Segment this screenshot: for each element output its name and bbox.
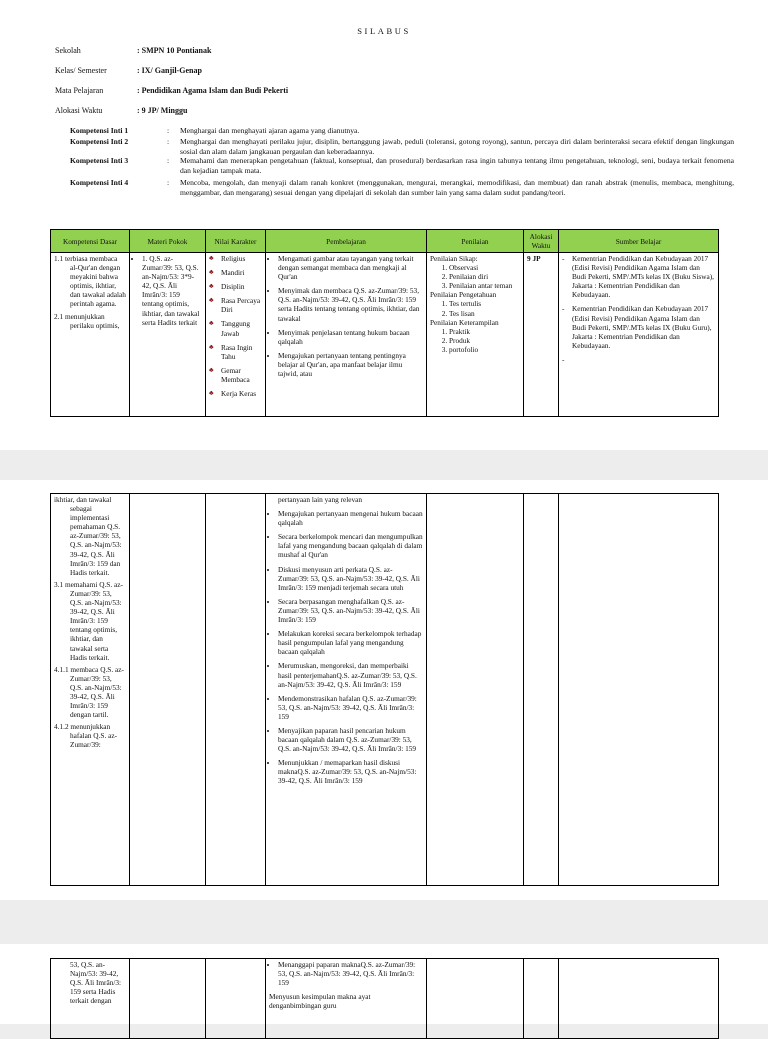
nilai-item: ♣ Tanggung Jawab	[209, 319, 262, 337]
cell-sumber-belajar	[559, 494, 719, 886]
pembelajaran-list	[269, 254, 423, 378]
header-nilai-karakter: Nilai Karakter	[206, 230, 266, 253]
ki-label: Kompetensi Inti 3	[70, 156, 129, 165]
document-title: SILABUS	[357, 26, 411, 36]
syllabus-table-page-2	[50, 493, 719, 886]
ki-colon: :	[167, 178, 170, 187]
cell-kompetensi-dasar	[51, 494, 130, 886]
cell-alokasi-waktu	[524, 494, 559, 886]
nilai-item: ♣ Rasa Percaya Diri	[209, 296, 262, 314]
nilai-item: ♣ Rasa Ingin Tahu	[209, 343, 262, 361]
cell-penilaian	[427, 959, 524, 1039]
table-row	[51, 959, 719, 1039]
pembelajaran-continued: pertanyaan lain yang relevan	[278, 495, 363, 504]
cell-kompetensi-dasar	[51, 959, 130, 1039]
ki-colon: :	[167, 126, 170, 135]
cell-sumber-belajar	[559, 959, 719, 1039]
ki-text: Menghargai dan menghayati ajaran agama yang dianutnya.	[180, 126, 360, 135]
meta-value: : Pendidikan Agama Islam dan Budi Pekerti	[137, 86, 289, 95]
ki-text: Mencoba, mengolah, dan menyaji dalam ranah konkret (menggunakan, mengurai, merangkai, memodifikasi, dan membuat) dan ranah abstrak (menulis, membaca, menghitung, menggambar, dan mengarang) sesuai dengan yang dipelajari di sekolah dan sumber lain yang sama dalam sudut pandang/teori.	[180, 178, 734, 198]
ki-colon: :	[167, 137, 170, 146]
ki-row-3	[70, 156, 734, 176]
cell-alokasi-waktu: 9 JP	[524, 253, 559, 417]
nilai-item: ♣ Gemar Membaca	[209, 366, 262, 384]
penilaian-item: 1. Observasi	[449, 263, 520, 272]
table-header-row	[51, 230, 719, 253]
document-page-1	[0, 0, 768, 450]
pembelajaran-item: • Merumuskan, mengoreksi, dan memperbaiki hasil penterjemahanQ.S. az-Zumar/39: 53, Q.S. an-Najm/53: 39-42, Q.S. Āli Imrān/3: 159	[278, 661, 423, 688]
cell-penilaian	[427, 253, 524, 417]
ki-label: Kompetensi Inti 2	[70, 137, 129, 146]
header-alokasi-waktu: Alokasi Waktu	[524, 230, 559, 253]
cell-pembelajaran	[266, 253, 427, 417]
cell-nilai-karakter	[206, 959, 266, 1039]
pembelajaran-item: • Secara berpasangan menghafalkan Q.S. az-Zumar/39: 53, Q.S. an-Najm/53: 39-42, Q.S. Āli Imrān/3: 159	[278, 597, 423, 624]
cell-materi-pokok	[130, 494, 206, 886]
penilaian-item: 2. Penilaian diri	[449, 272, 520, 281]
syllabus-table-page-3	[50, 958, 719, 1039]
header-pembelajaran: Pembelajaran	[266, 230, 427, 253]
pembelajaran-item: • Menanggapi paparan maknaQ.S. az-Zumar/39: 53, Q.S. an-Najm/53: 39-42, Q.S. Āli Imrān/3: 159	[278, 960, 423, 987]
pembelajaran-item: • Diskusi menyusun arti perkata Q.S. az-Zumar/39: 53, Q.S. an-Najm/53: 39-42, Q.S. Āli Imrān/3: 159 menjadi terjemah secara utuh	[278, 565, 423, 592]
syllabus-table-page-1	[50, 229, 719, 417]
nilai-item: ♣ Kerja Keras	[209, 389, 262, 398]
header-penilaian: Penilaian	[427, 230, 524, 253]
cell-penilaian	[427, 494, 524, 886]
nilai-item: ♣ Mandiri	[209, 268, 262, 277]
materi-item: • 1. Q.S. az-Zumar/39: 53, Q.S. an-Najm/53: 3*9-42, Q.S. Āli Imrān/3: 159 tentang optimis, ikhtiar, dan tawakal serta Hadits terkait	[142, 254, 202, 327]
cell-materi-pokok	[130, 959, 206, 1039]
kd-item: 53, Q.S. an-Najm/53: 39-42, Q.S. Āli Imrān/3: 159 serta Hadis terkait dengan	[70, 960, 122, 1006]
penilaian-sikap-list	[430, 263, 520, 290]
penilaian-item: 1. Tes tertulis	[449, 299, 520, 308]
pembelajaran-item: • Mengajukan pertanyaan tentang pentingnya belajar al Qur'an, apa manfaat belajar ilmu tajwid, atau	[278, 351, 423, 378]
meta-value: : IX/ Ganjil-Genap	[137, 66, 202, 75]
meta-value: : SMPN 10 Pontianak	[137, 46, 212, 55]
nilai-item: ♣ Religius	[209, 254, 262, 263]
table-row	[51, 253, 719, 417]
cell-nilai-karakter	[206, 494, 266, 886]
pembelajaran-item: • Menunjukkan / memaparkan hasil diskusi maknaQ.S. az-Zumar/39: 53, Q.S. an-Najm/53: 39-42, Q.S. Āli Imrān/3: 159	[278, 758, 423, 785]
penilaian-item: 1. Praktik	[449, 327, 520, 336]
pembelajaran-item: • Mendemonstrasikan hafalan Q.S. az-Zumar/39: 53, Q.S. an-Najm/53: 39-42, Q.S. Āli Imrān/3: 159	[278, 694, 423, 721]
kd-item: 2.1 menunjukkan perilaku optimis,	[54, 311, 120, 330]
meta-key: Alokasi Waktu	[55, 106, 103, 115]
nilai-list	[209, 254, 262, 398]
cell-materi-pokok	[130, 253, 206, 417]
pembelajaran-item: • Menyajikan paparan hasil pencarian hukum bacaan qalqalah dalam Q.S. az-Zumar/39: 53, Q.S. an-Najm/53: 39-42, Q.S. Āli Imrān/3: 159	[278, 726, 423, 753]
ki-text: Menghargai dan menghayati perilaku jujur, disiplin, bertanggung jawab, peduli (toleransi, gotong royong), santun, percaya diri dalam berinteraksi secara efektif dengan lingkungan sosial dan alam dalam jangkauan pergaulan dan keberadaannya.	[180, 137, 734, 157]
header-kompetensi-dasar: Kompetensi Dasar	[51, 230, 130, 253]
cell-pembelajaran	[266, 959, 427, 1039]
penilaian-item: 2. Produk	[449, 336, 520, 345]
meta-key: Mata Pelajaran	[55, 86, 104, 95]
meta-key: Kelas/ Semester	[55, 66, 107, 75]
ki-label: Kompetensi Inti 1	[70, 126, 129, 135]
ki-label: Kompetensi Inti 4	[70, 178, 129, 187]
cell-alokasi-waktu	[524, 959, 559, 1039]
kd-item: 4.1.2 menunjukkan hafalan Q.S. az-Zumar/39:	[54, 722, 118, 750]
pembelajaran-plain: Menyusun kesimpulan makna ayat denganbimbingan guru	[269, 992, 371, 1011]
kd-item: 3.1 memahami Q.S. az-Zumar/39: 53, Q.S. an-Najm/53: 39-42, Q.S. Āli Imrān/3: 159 tentang optimis, ikhtiar, dan tawakal serta Hadis terkait.	[54, 579, 123, 662]
kd-item: 4.1.1 membaca Q.S. az-Zumar/39: 53, Q.S. an-Najm/53: 39-42, Q.S. Āli Imrān/3: 159 dengan tartil.	[54, 664, 124, 720]
penilaian-item: 2. Tes lisan	[449, 309, 520, 318]
ki-text: Memahami dan menerapkan pengetahuan (faktual, konseptual, dan prosedural) berdasarkan rasa ingin tahunya tentang ilmu pengetahuan, teknologi, seni, budaya terkait fenomena dan kejadian tampak mata.	[180, 156, 734, 176]
penilaian-sikap-title: Penilaian Sikap:	[430, 254, 478, 263]
kd-item: 1.1 terbiasa membaca al-Qur'an dengan meyakini bahwa optimis, ikhtiar, dan tawakal adalah perintah agama.	[54, 254, 126, 309]
sumber-list	[562, 254, 715, 350]
pembelajaran-item: • Menyimak dan membaca Q.S. az-Zumar/39: 53, Q.S. an-Najm/53: 39-42, Q.S. Āli Imrān/3: 159 serta Hadits tentang tentang optimis, ikhtiar, dan tawakal	[278, 286, 423, 322]
pembelajaran-item: • Secara berkelompok mencari dan mengumpulkan lafal yang mengandung bacaan qalqalah di dalam mushaf al Qur'an	[278, 532, 423, 559]
penilaian-keterampilan-title: Penilaian Keterampilan	[430, 317, 499, 327]
cell-sumber-belajar	[559, 253, 719, 417]
sumber-item: - Kementrian Pendidikan dan Kebudayaan 2017 (Edisi Revisi) Pendidikan Agama Islam dan Budi Pekerti, SMP/.MTs kelas IX (Buku Siswa), Jakarta : Kementrian Pendidikan dan Kebudayaan.	[562, 254, 715, 299]
table-row	[51, 494, 719, 886]
penilaian-item: 3. portofolio	[449, 345, 520, 354]
pembelajaran-item: • Mengajukan pertanyaan mengenai hukum bacaan qalqalah	[278, 509, 423, 527]
ki-row-4	[70, 178, 734, 210]
ki-colon: :	[167, 156, 170, 165]
pembelajaran-item: • Melakukan koreksi secara berkelompok terhadap hasil pengumpulan lafal yang mengandung bacaan qalqalah	[278, 629, 423, 656]
ki-row-2	[70, 137, 734, 157]
cell-kompetensi-dasar	[51, 253, 130, 417]
document-page-3	[0, 944, 768, 1024]
header-materi-pokok: Materi Pokok	[130, 230, 206, 253]
penilaian-pengetahuan-title: Penilaian Pengetahuan	[430, 290, 497, 300]
pembelajaran-list	[269, 509, 423, 785]
meta-value: : 9 JP/ Minggu	[137, 106, 188, 115]
document-page-2	[0, 480, 768, 900]
cell-nilai-karakter	[206, 253, 266, 417]
cell-pembelajaran	[266, 494, 427, 886]
pembelajaran-item: • Menyimak penjelasan tentang hukum bacaan qalqalah	[278, 328, 423, 346]
meta-key: Sekolah	[55, 46, 81, 55]
ki-row-1	[70, 126, 734, 137]
pembelajaran-item: • Mengamati gambar atau tayangan yang terkait dengan semangat membaca dan mengkaji al Qur'an	[278, 254, 423, 281]
penilaian-pengetahuan-list	[430, 299, 520, 317]
penilaian-item: 3. Penilaian antar teman	[449, 281, 520, 290]
header-sumber-belajar: Sumber Belajar	[559, 230, 719, 253]
kd-item: ikhtiar, dan tawakal sebagai implementasi pemahaman Q.S. az-Zumar/39: 53, Q.S. an-Najm/53: 39-42, Q.S. Āli Imrān/3: 159 dan Hadis terkait.	[54, 495, 122, 577]
nilai-item: ♣ Disiplin	[209, 282, 262, 291]
materi-list	[133, 254, 202, 327]
sumber-item: - Kementrian Pendidikan dan Kebudayaan 2017 (Edisi Revisi) Pendidikan Agama Islam dan Budi Pekerti, SMP/.MTs kelas IX (Buku Guru), Jakarta : Kementrian Pendidikan dan Kebudayaan.	[562, 304, 715, 349]
pembelajaran-list	[269, 960, 423, 987]
penilaian-keterampilan-list	[430, 327, 520, 354]
